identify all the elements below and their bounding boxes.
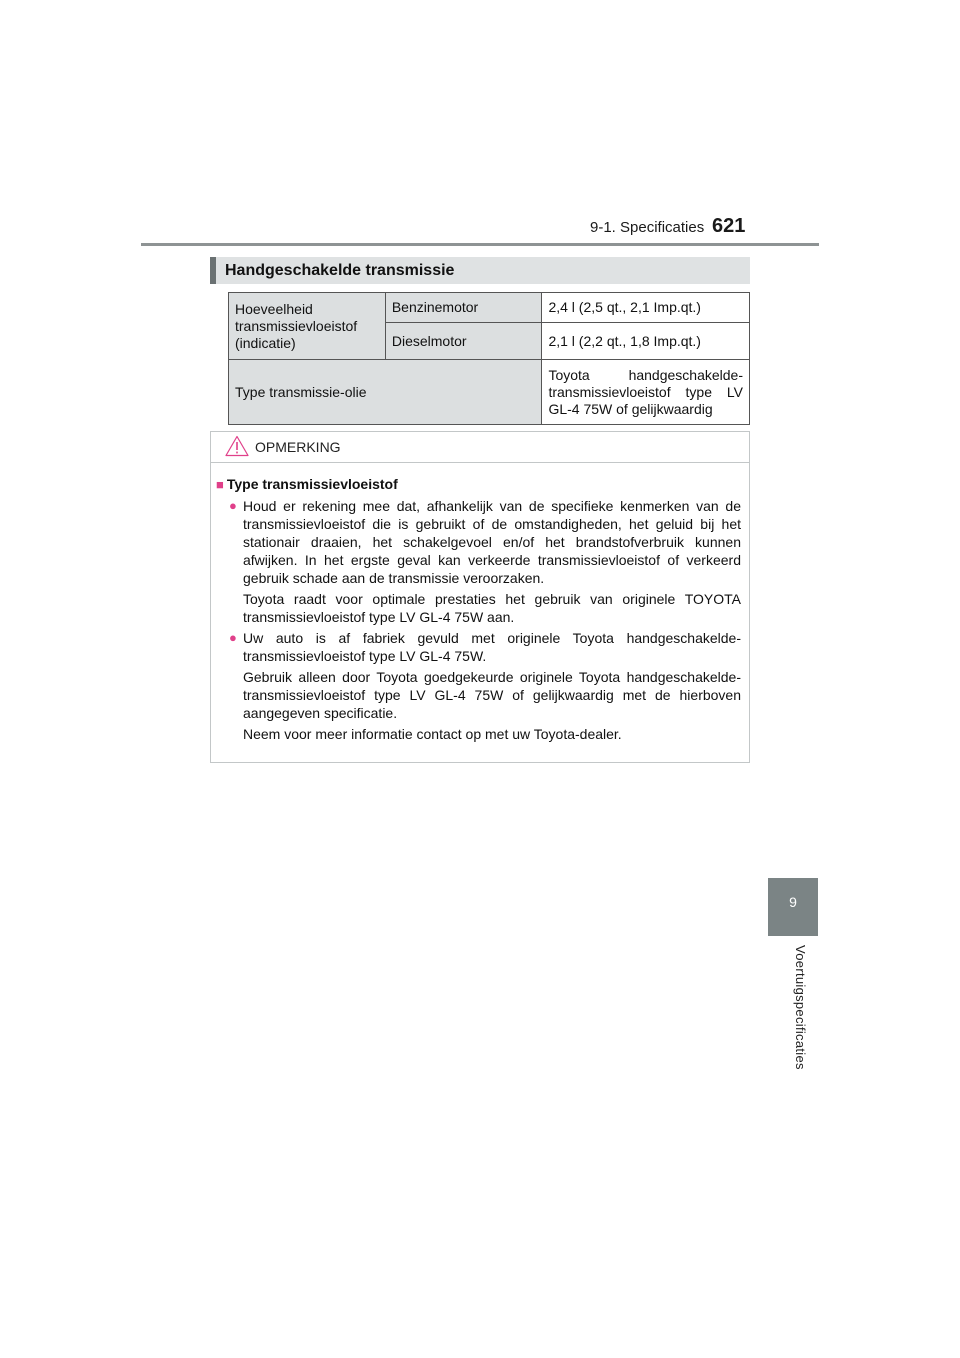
notice-body xyxy=(211,463,749,743)
quantity-label-cell: Hoeveelheid transmissievloeistof (indicatie) xyxy=(229,293,386,360)
circle-bullet-icon: ● xyxy=(229,630,237,645)
notice-paragraph: Neem voor meer informatie contact op met uw Toyota-dealer. xyxy=(243,726,622,742)
notice-header xyxy=(211,432,749,463)
chapter-tab[interactable]: 9 xyxy=(768,878,818,936)
notice-paragraph: Gebruik alleen door Toyota goedgekeurde originele Toyota handgeschakelde-transmissievloeistof type LV GL-4 75W of gelijkwaardig met de hierboven aangegeven specificatie. xyxy=(243,669,741,721)
engine-cell: Dieselmotor xyxy=(385,323,542,360)
oil-type-value-cell: Toyota handgeschakelde-transmissievloeistof type LV GL-4 75W of gelijkwaardig xyxy=(542,360,750,425)
header-divider xyxy=(141,243,819,246)
page-number: 621 xyxy=(712,215,746,237)
notice-paragraph: Uw auto is af fabriek gevuld met originele Toyota handgeschakelde-transmissievloeistof type LV GL-4 75W. xyxy=(243,630,741,664)
spec-table xyxy=(228,292,750,425)
list-item xyxy=(216,629,741,743)
square-bullet-icon: ■ xyxy=(216,477,224,492)
engine-cell: Benzinemotor xyxy=(385,293,542,323)
circle-bullet-icon: ● xyxy=(229,498,237,513)
section-title: Handgeschakelde transmissie xyxy=(210,257,750,284)
chapter-tab-label: Voertuigspecificaties xyxy=(793,945,808,1070)
notice-paragraph: Toyota raadt voor optimale prestaties het gebruik van originele TOYOTA transmissievloeistof type LV GL-4 75W aan. xyxy=(243,591,741,625)
header-section-title: 9-1. Specificaties xyxy=(590,219,705,236)
notice-subheading-text: Type transmissievloeistof xyxy=(226,476,398,492)
value-cell: 2,1 l (2,2 qt., 1,8 Imp.qt.) xyxy=(542,323,750,360)
warning-triangle-icon xyxy=(225,435,249,462)
list-item xyxy=(216,497,741,626)
table-row xyxy=(229,293,750,323)
notice-box xyxy=(210,431,750,763)
value-cell: 2,4 l (2,5 qt., 2,1 Imp.qt.) xyxy=(542,293,750,323)
table-row xyxy=(229,360,750,425)
oil-type-label-cell: Type transmissie-olie xyxy=(229,360,542,425)
notice-title: OPMERKING xyxy=(255,439,341,455)
notice-subheading xyxy=(216,475,741,494)
notice-paragraph: Houd er rekening mee dat, afhankelijk van de specifieke kenmerken van de transmissievloeistof die is gebruikt of de omstandigheden, het geluid bij het stationair draaien, het schakelgevoel en/of het brandstofverbruik kunnen afwijken. In het ergste geval kan verkeerde transmissievloeistof of verkeerd gebruik schade aan de transmissie veroorzaken. xyxy=(243,498,741,586)
